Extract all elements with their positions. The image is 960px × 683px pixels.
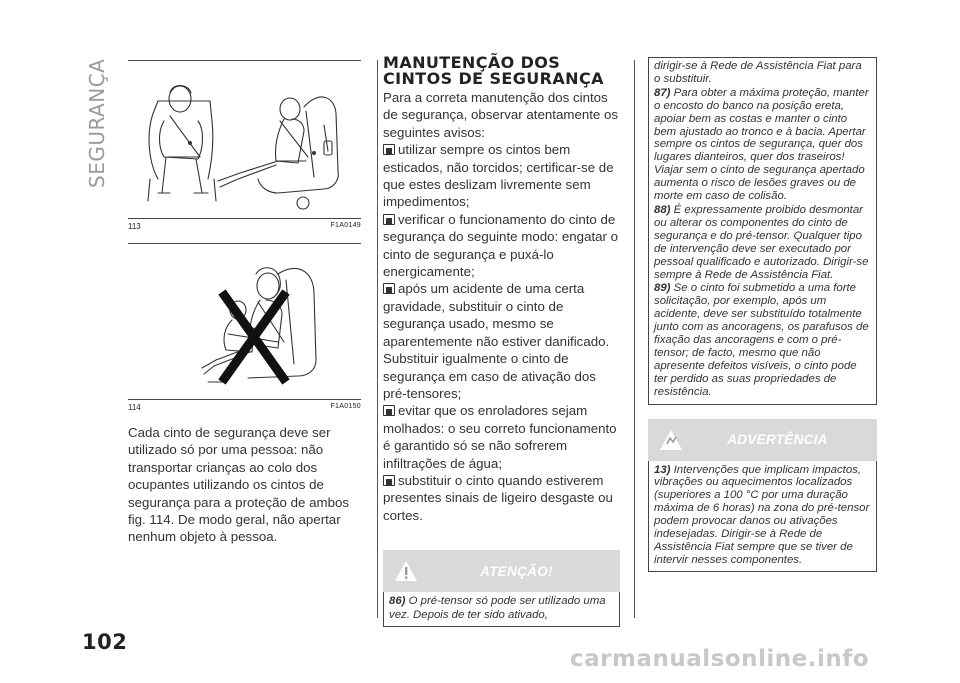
warning-banner: [648, 419, 877, 461]
warning-triangle-icon: [393, 559, 419, 583]
attention-continued-box: [648, 57, 877, 405]
figure-caption: [128, 403, 361, 412]
list-item-text: evitar que os enroladores sejam molhados: o seu correto funcionamento é garantido só se não sofrerem infiltrações de água;: [383, 403, 617, 471]
seatbelt-illustration-adults: [128, 61, 361, 213]
figure-caption: [128, 222, 361, 231]
note-number: 87): [654, 86, 671, 99]
list-item: [383, 472, 620, 524]
list-item-text: após um acidente de uma certa gravidade, substituir o cinto de segurança usado, mesmo se aparentemente não estiver danificado. Substituir igualmente o cinto de segurança em caso de ativação dos pré-tensores;: [383, 281, 610, 401]
note-text: dirigir-se à Rede de Assistência Fiat para o substituir.: [654, 60, 862, 85]
note-text: É expressamente proibido desmontar ou alterar os componentes do cinto de segurança e do pré-tensor. Qualquer tipo de intervenção deve ser executado por pessoal qualificado e autorizado. Dirigir-se sempre à Rede de Assistência Fiat.: [654, 203, 869, 281]
child-transport-paragraph: Cada cinto de segurança deve ser utilizado só por uma pessoa: não transportar crianças ao colo dos ocupantes utilizando os cintos de segurança para a proteção de ambos fig. 114. De modo geral, não apertar nenhum objeto à pessoa.: [128, 425, 350, 545]
list-item: [383, 402, 620, 472]
list-item-text: utilizar sempre os cintos bem esticados, não torcidos; certificar-se de que estes deslizam livremente sem impedimentos;: [383, 142, 614, 210]
list-item: [383, 211, 620, 281]
figure-bottom-rule: [128, 399, 361, 400]
figure-number: 113: [128, 222, 141, 231]
attention-title: ATENÇÃO!: [480, 563, 553, 579]
note-item: [654, 87, 871, 203]
maintenance-list: [383, 141, 620, 524]
bullet-square-icon: [383, 283, 395, 294]
note-text: Intervenções que implicam impactos, vibrações ou aquecimentos localizados (superiores a 100 °C por uma duração máxima de 6 horas) na zona do pré-tensor podem provocar danos ou ativações indesejadas. Dirigir-se à Rede de Assistência Fiat sempre que se tiver de intervir nesses componentes.: [654, 463, 870, 566]
warning-text-box: [648, 461, 877, 572]
note-number: 86): [389, 595, 406, 608]
side-section-title: [82, 40, 112, 190]
column-divider-1: [377, 60, 378, 618]
list-item-text: substituir o cinto quando estiverem presentes sinais de ligeiro desgaste ou cortes.: [383, 472, 613, 523]
column-2: [383, 55, 620, 627]
list-item: [383, 280, 620, 402]
figure-113: [128, 60, 361, 231]
column-1: [128, 60, 361, 546]
warning-block: [648, 419, 877, 572]
page-number: 102: [82, 630, 128, 654]
section-heading-line2: CINTOS DE SEGURANÇA: [383, 69, 604, 88]
figure-code: F1A0150: [330, 403, 361, 410]
column-divider-2: [634, 60, 635, 618]
bullet-square-icon: [383, 144, 395, 155]
figure-114: [128, 243, 361, 412]
attention-text-box: [383, 592, 620, 627]
note-number: 89): [654, 282, 671, 295]
warning-triangle-icon: [658, 428, 684, 452]
note-text: O pré-tensor só pode ser utilizado uma vez. Depois de ter sido ativado,: [389, 595, 606, 621]
note-number: 13): [654, 463, 671, 476]
note-item: [654, 60, 871, 86]
note-text: Para obter a máxima proteção, manter o encosto do banco na posição ereta, apoiar bem as costas e manter o cinto bem ajustado ao tronco e à bacia. Apertar sempre os cintos de segurança, quer dos lugares dianteiros, quer dos traseiros! Viajar sem o cinto de segurança apertado aumenta o risco de lesões graves ou de morte em caso de colisão.: [654, 86, 869, 203]
bullet-square-icon: [383, 405, 395, 416]
note-text: Se o cinto foi submetido a uma forte solicitação, por exemplo, após um acidente, deve ser substituído totalmente junto com as ancoragens, os parafusos de fixação das ancoragens e com o pré-tensor; de facto, mesmo que não apresente defeitos visíveis, o cinto pode ter perdido as suas propriedades de resistência.: [654, 282, 869, 398]
attention-block: [383, 550, 620, 627]
bullet-square-icon: [383, 214, 395, 225]
note-number: 88): [654, 203, 671, 216]
attention-banner: [383, 550, 620, 592]
seatbelt-illustration-child-on-lap-prohibited: [128, 244, 361, 394]
watermark: carmanualsonline.info: [570, 646, 870, 672]
figure-number: 114: [128, 403, 141, 412]
note-item: [654, 204, 871, 281]
column-3: [648, 57, 877, 572]
figure-code: F1A0149: [330, 222, 361, 229]
list-item: [383, 141, 620, 211]
maintenance-intro: Para a correta manutenção dos cintos de segurança, observar atentamente os seguintes avisos:: [383, 90, 619, 140]
list-item-text: verificar o funcionamento do cinto de segurança do seguinte modo: engatar o cinto de segurança e puxá-lo energicamente;: [383, 211, 619, 280]
warning-title: ADVERTÊNCIA: [727, 432, 828, 448]
section-heading-line1: MANUTENÇÃO DOS: [383, 53, 561, 72]
section-heading: [383, 55, 620, 87]
bullet-square-icon: [383, 475, 395, 486]
side-title-text: SEGURANÇA: [85, 58, 109, 188]
figure-bottom-rule: [128, 218, 361, 219]
note-item: [654, 282, 871, 398]
